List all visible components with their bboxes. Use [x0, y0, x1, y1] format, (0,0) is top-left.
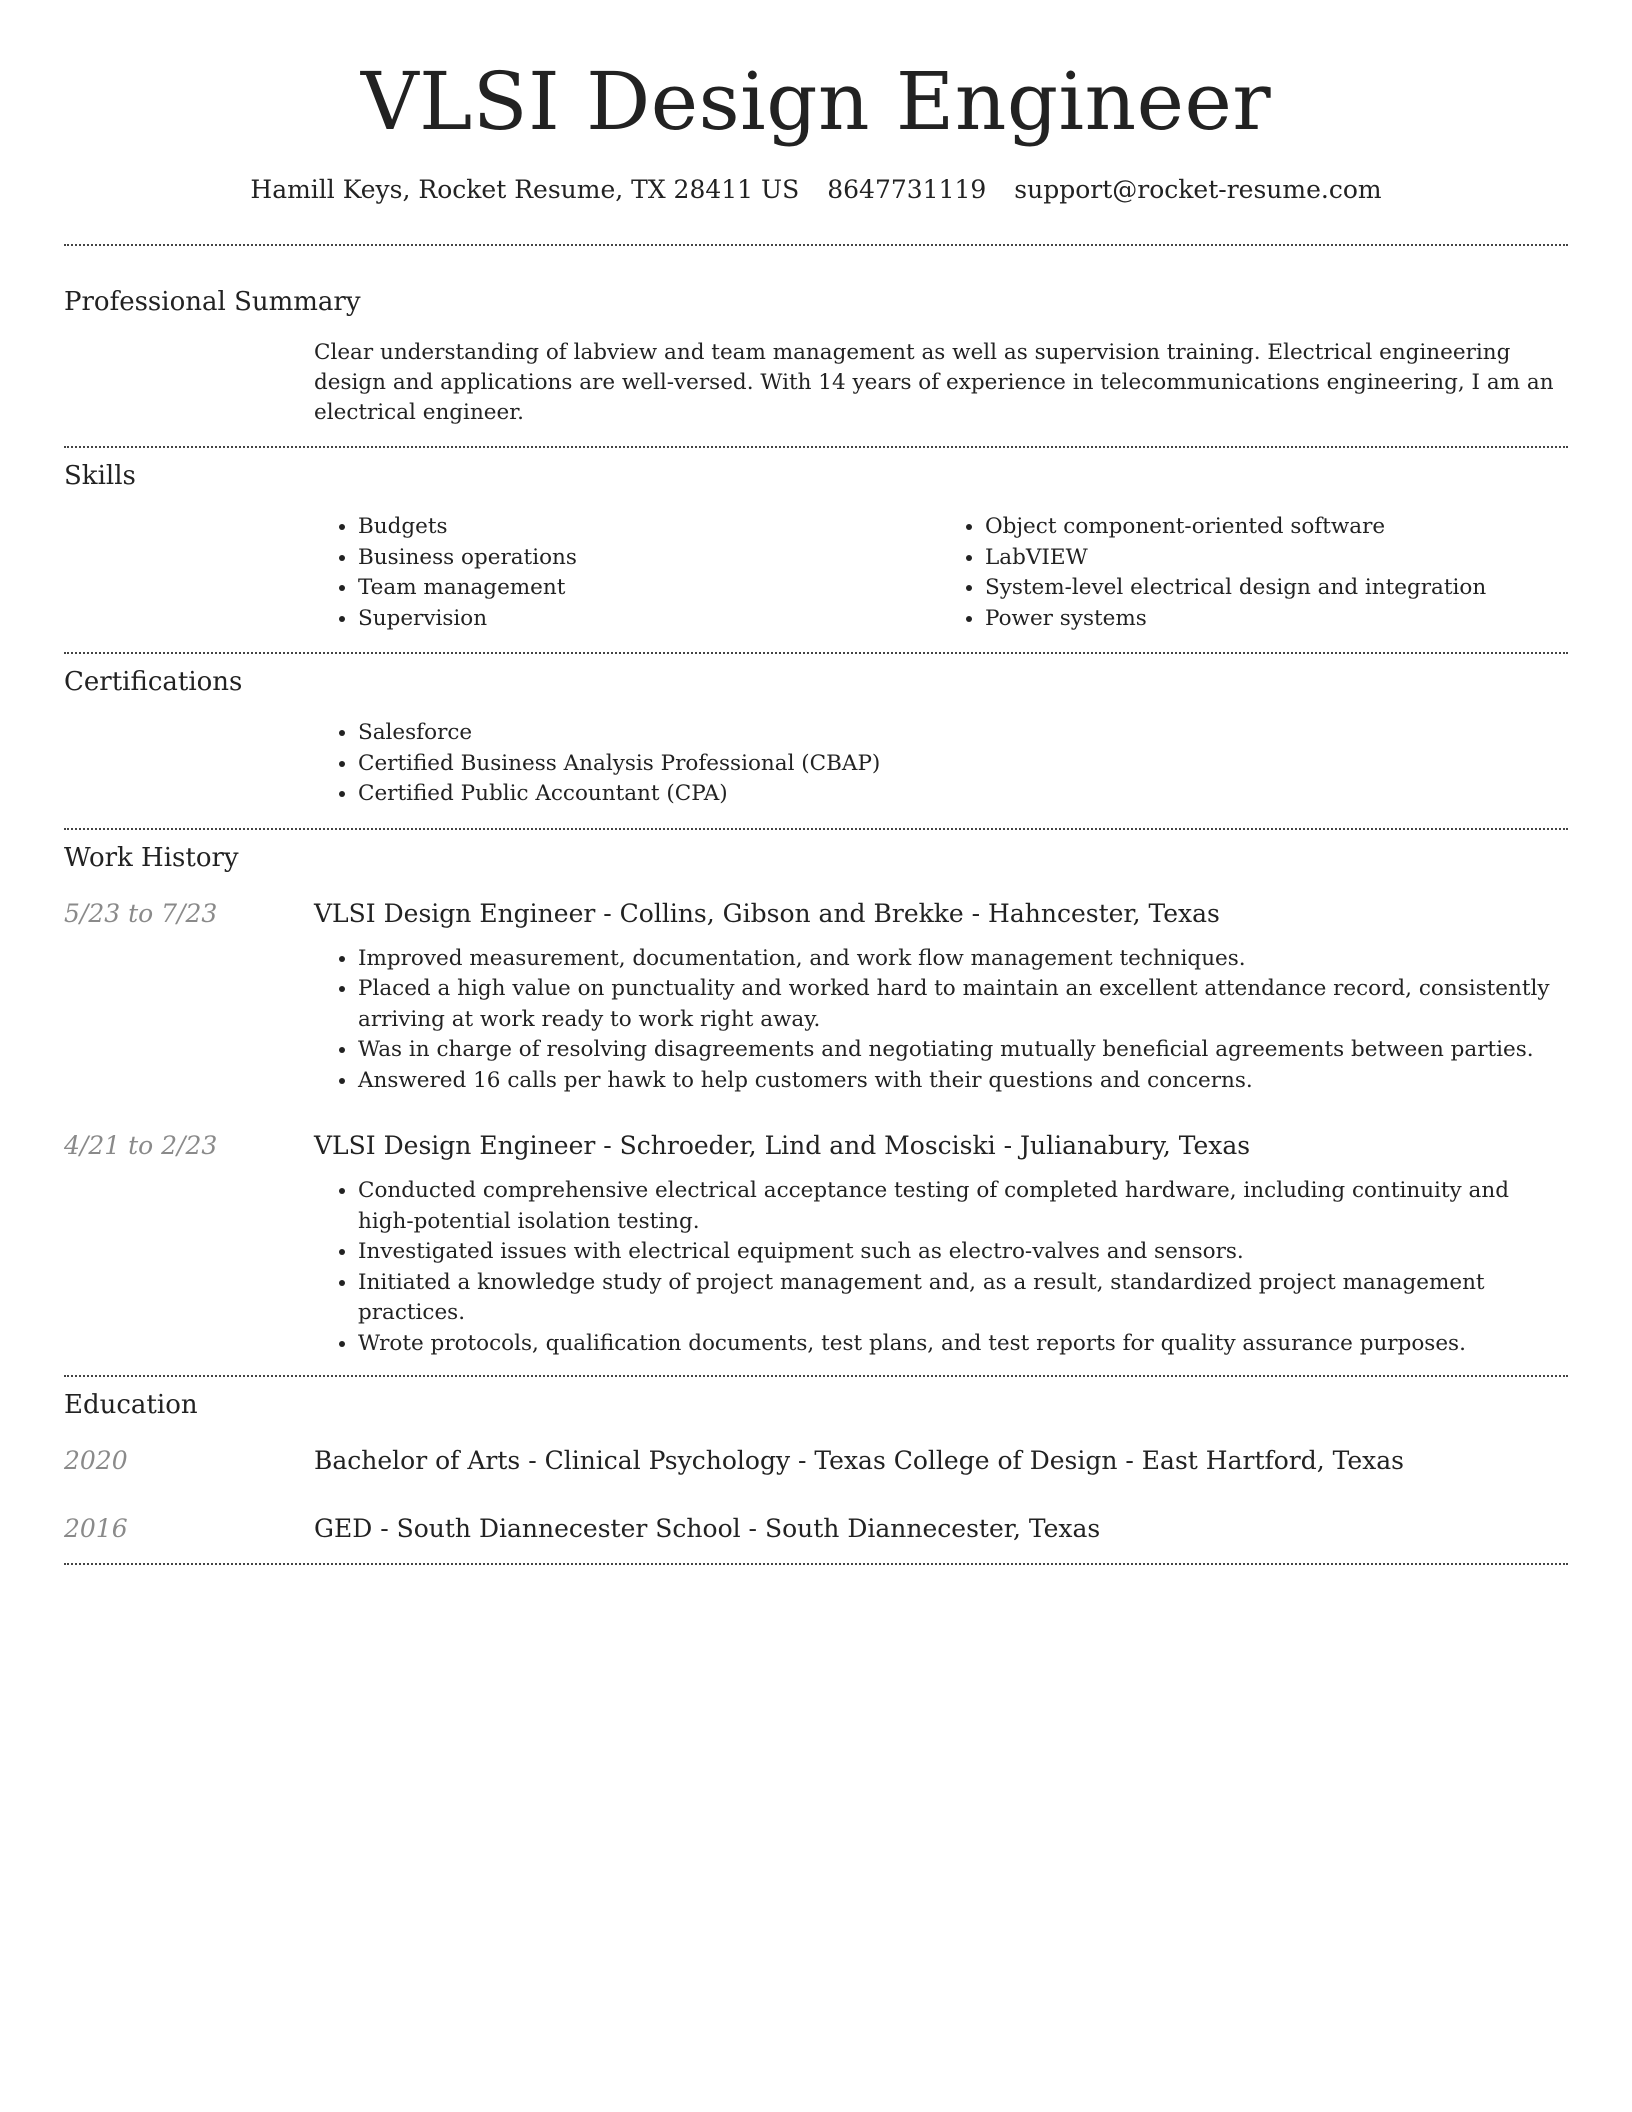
education-year: 2020 — [64, 1446, 128, 1475]
education-year: 2016 — [64, 1514, 128, 1543]
education-entry — [64, 1511, 1568, 1547]
certification-item: • Certified Public Accountant (CPA) — [358, 779, 1568, 810]
job-bullet: • Answered 16 calls per hawk to help customers with their questions and concerns. — [358, 1066, 1568, 1097]
work-history-section — [64, 830, 1568, 1376]
job-entry — [64, 1128, 1568, 1359]
certifications-list — [314, 718, 1568, 810]
education-title: GED - South Diannecester School - South Diannecester, Texas — [314, 1514, 1101, 1543]
job-title: VLSI Design Engineer - Schroeder, Lind and Mosciski - Julianabury, Texas — [314, 1131, 1251, 1160]
education-section — [64, 1377, 1568, 1563]
skill-item: • LabVIEW — [985, 543, 1568, 574]
skill-item: • Budgets — [358, 512, 941, 543]
certification-item: • Certified Business Analysis Professional (CBAP) — [358, 749, 1568, 780]
skills-list-left — [314, 512, 941, 634]
skills-section — [64, 448, 1568, 652]
education-title: Bachelor of Arts - Clinical Psychology - Texas College of Design - East Hartford, Texas — [314, 1446, 1405, 1475]
job-bullet: • Conducted comprehensive electrical acceptance testing of completed hardware, including continuity and high-potential isolation testing. — [358, 1176, 1568, 1237]
work-history-heading: Work History — [64, 842, 239, 873]
education-heading: Education — [64, 1390, 198, 1420]
job-bullet: • Was in charge of resolving disagreements and negotiating mutually beneficial agreements between parties. — [358, 1035, 1568, 1066]
skill-item: • System-level electrical design and integration — [985, 573, 1568, 604]
contact-phone: 8647731119 — [827, 175, 987, 204]
education-entry — [64, 1443, 1568, 1479]
skill-item: • Business operations — [358, 543, 941, 574]
summary-text: Clear understanding of labview and team management as well as supervision training. Electrical engineering design and applications are well-versed. With 14 years of experience in telecommunications engineering, I am an electrical engineer. — [314, 340, 1554, 425]
skill-item: • Object component-oriented software — [985, 512, 1568, 543]
resume-name: VLSI Design Engineer — [360, 55, 1272, 148]
skill-item: • Team management — [358, 573, 941, 604]
skill-item: • Power systems — [985, 604, 1568, 635]
summary-section — [64, 246, 1568, 446]
job-title: VLSI Design Engineer - Collins, Gibson and Brekke - Hahncester, Texas — [314, 898, 1220, 928]
job-bullets — [314, 944, 1568, 1097]
contact-address: Hamill Keys, Rocket Resume, TX 28411 US — [250, 175, 800, 204]
summary-heading: Professional Summary — [64, 287, 361, 317]
skill-item: • Supervision — [358, 604, 941, 635]
certification-item: • Salesforce — [358, 718, 1568, 749]
certifications-section — [64, 654, 1568, 828]
section-divider — [64, 1563, 1568, 1565]
skills-list-right — [941, 512, 1568, 634]
job-bullets — [314, 1176, 1568, 1359]
certifications-heading: Certifications — [64, 667, 243, 697]
job-bullet: • Placed a high value on punctuality and worked hard to maintain an excellent attendance record, consistently arriving at work ready to work right away. — [358, 974, 1568, 1035]
skills-heading: Skills — [64, 461, 136, 491]
job-dates: 4/21 to 2/23 — [64, 1131, 218, 1160]
contact-line — [64, 172, 1568, 208]
job-bullet: • Wrote protocols, qualification documents, test plans, and test reports for quality assurance purposes. — [358, 1329, 1568, 1360]
job-bullet: • Investigated issues with electrical equipment such as electro-valves and sensors. — [358, 1237, 1568, 1268]
job-dates: 5/23 to 7/23 — [64, 898, 218, 928]
job-bullet: • Improved measurement, documentation, and work flow management techniques. — [358, 944, 1568, 975]
job-bullet: • Initiated a knowledge study of project management and, as a result, standardized project management practices. — [358, 1268, 1568, 1329]
contact-email: support@rocket-resume.com — [1014, 175, 1382, 204]
job-entry — [64, 896, 1568, 1097]
